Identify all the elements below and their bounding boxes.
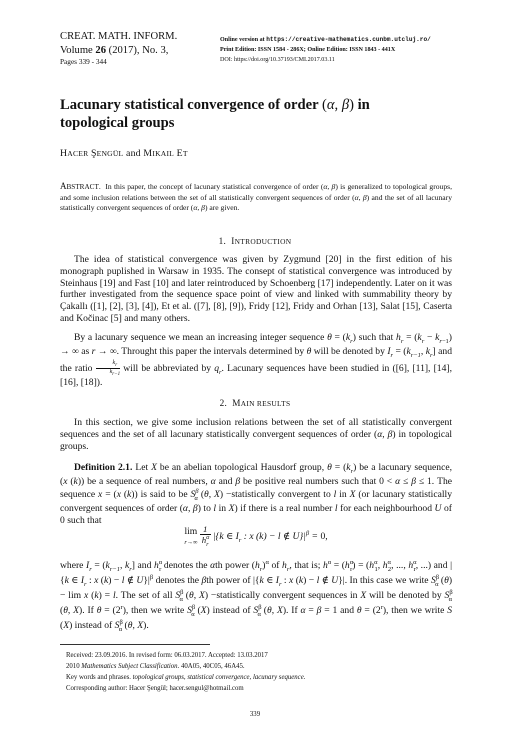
footnotes	[66, 650, 305, 694]
received-dates: Received: 23.09.2016. In revised form: 06.03.2017. Accepted: 13.03.2017	[66, 652, 268, 659]
section-heading-introduction: 1. INTRODUCTION	[218, 236, 292, 246]
issn-line: Print Edition: ISSN 1584 - 286X; Online Edition: ISSN 1843 - 441X	[220, 47, 396, 54]
main-intro-paragraph: In this section, we give some inclusion relations between the set of all statistically convergent sequences and the set of all lacunary statistically convergent sequences of order (α, β) in topological groups.	[60, 417, 453, 452]
limit-equation: lim r→∞ 1 $h^\alpha_r$ |{k ∈ $I_r$ : x (k) − l ∉ $U\}|^\beta = 0$,	[184, 524, 328, 548]
page-number: 339	[249, 711, 261, 718]
publication-info	[220, 35, 431, 66]
corresponding-author: Corresponding author: Hacer Şengül; hacer.sengul@hotmail.com	[66, 685, 244, 692]
intro-paragraph-1: The idea of statistical convergence was given by Zygmund [20] in the first edition of his monograph puplished in Warsaw in 1935. The consept of statistical convergence was introduced by Steinhaus [19] and Fast [10] and later reintroduced by Schoenberg [17] independently. Later on it was further investigated from the sequence space point of view and linked with summability theory by Çakallı ([1], [2], [3], [4]), Et et al. ([7], [8], [9]), Fridy [12], Fridy and Orhan [13], Salat [15], Caserta and Kočinac [5] and many others.	[60, 254, 452, 324]
abstract: ABSTRACT. In this paper, the concept of lacunary statistical convergence of order (α, β) is generalized to topological groups, and some inclusion relations between the set of all statistically convergent sequences of order (α, β) and the set of all lacunary statistically convergent sequences of order (α, β) are given.	[60, 181, 452, 213]
paper-authors: HACER ŞENGÜL and MIKAIL ET	[60, 148, 188, 159]
page-range: Pages 339 - 344	[60, 57, 107, 67]
journal-url-link[interactable]: https://creative-mathematics.cunbm.utcluj.ro/	[266, 36, 431, 43]
keywords-line: Key words and phrases. topological groups, statistical convergence, lacunary sequence.	[66, 674, 306, 681]
section-heading-main-results: 2. MAIN RESULTS	[219, 398, 291, 408]
footnote-rule	[60, 644, 210, 645]
journal-header	[60, 30, 177, 66]
doi-line[interactable]: DOI: https://doi.org/10.37193/CMI.2017.03.11	[220, 57, 335, 64]
definition-2-1-continued: where $I_r = (k_{r-1}$, $k_r$] and $h^\alpha_r$ denotes the αth power $(h_r)^\alpha$ of $h_r$, that is; $h^\alpha = (h^\alpha_r) = (h^\alpha_1$, $h^\alpha_2$, ..., $h^\alpha_r$, ...) and |{k ∈ $I_r$ : x (k) − l ∉ $U\}|^\beta$ denotes the βth power of |{k ∈ $I_r$ : x (k) − l ∉ U}|. In this case we write $S^\beta_\alpha$ (θ) − lim x (k) = l. The set of all $S^\beta_\alpha$ (θ, X) −statistically convergent sequences in X will be denoted by $S^\beta_\alpha$ (θ, X). If $\theta = (2^r)$, then we write $S^\beta_\alpha$ (X) instead of $S^\beta_\alpha$ (θ, X). If α = β = 1 and $\theta = (2^r)$, then we write S (X) instead of $S^\beta_\alpha$ (θ, X).	[60, 559, 453, 634]
intro-paragraph-2: By a lacunary sequence we mean an increasing integer sequence $\theta = (k_r)$ such that $h_r = (k_r - k_{r-1})$ → ∞ as r → ∞. Throught this paper the intervals determined by θ will be denoted by $I_r = (k_{r-1}$, $k_r$] and the ratio $\frac{k_r}{k_{r-1}}$ will be abbreviated by $q_r$. Lacunary sequences have been studied in ([6], [11], [14], [16], [18]).	[60, 332, 452, 389]
paper-title: Lacunary statistical convergence of order (α, β) in topological groups	[60, 97, 370, 131]
journal-name: CREAT. MATH. INFORM.	[60, 31, 178, 42]
online-version: Online version at https://creative-mathematics.cunbm.utcluj.ro/	[220, 36, 431, 43]
volume-line: Volume 26 (2017), No. 3,	[60, 44, 169, 56]
msc-classification: 2010 Mathematics Subject Classification. 40A05, 40C05, 46A45.	[66, 663, 245, 670]
definition-2-1: Definition 2.1. Let X be an abelian topological Hausdorf group, $\theta = (k_r)$ be a lacunary sequence, (x (k)) be a sequence of real numbers, α and β be positive real numbers such that 0 < α ≤ β ≤ 1. The sequence x = (x (k)) is said to be $S^\beta_\alpha$ (θ, X) −statistically convergent to l in X (or lacunary statistically convergent sequences of order (α, β) to l in X) if there is a real number l for each neighbourhood U of 0 such that	[60, 462, 452, 526]
